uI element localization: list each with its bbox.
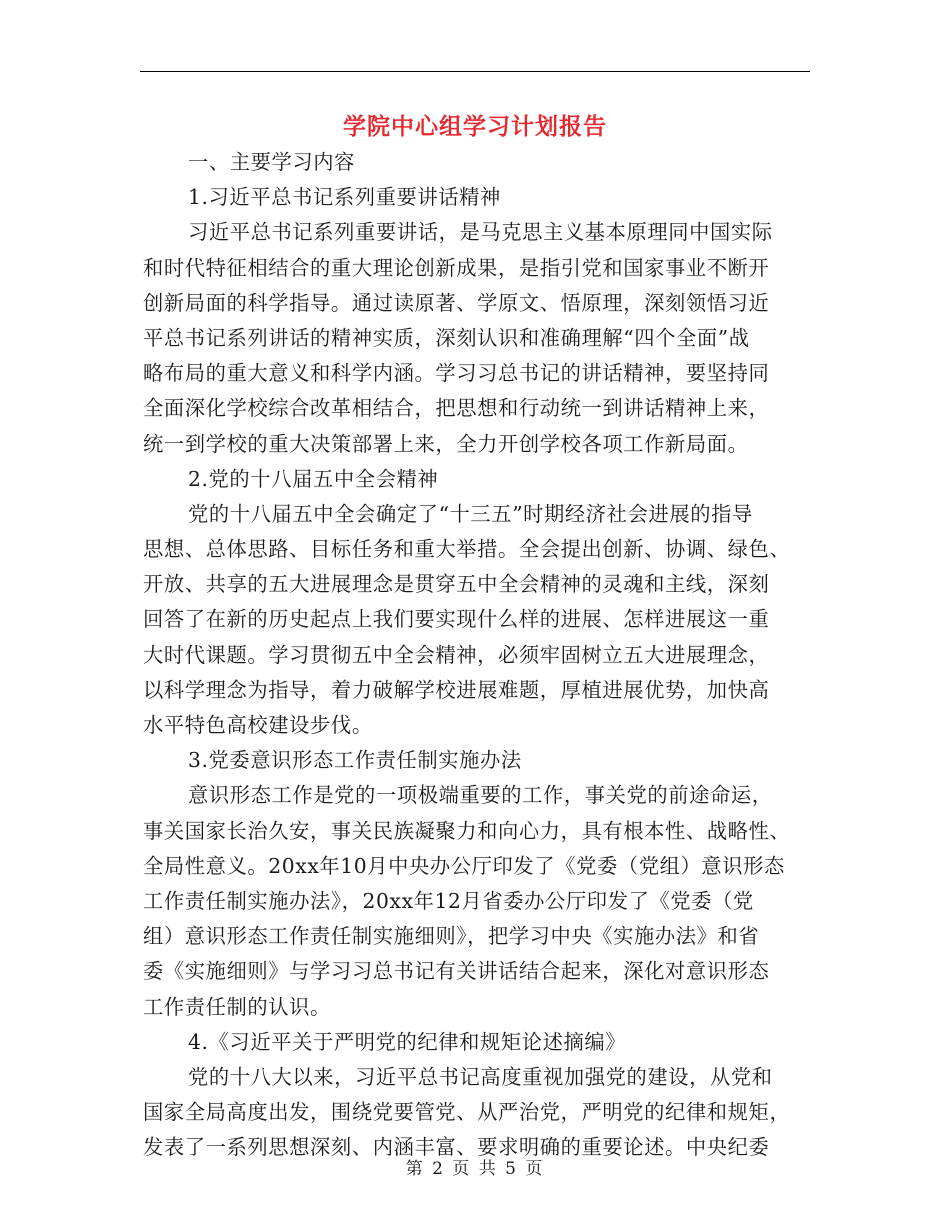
text-line: 平总书记系列讲话的精神实质，深刻认识和准确理解“四个全面”战 — [143, 325, 750, 350]
text-line: 统一到学校的重大决策部署上来，全力开创学校各项工作新局面。 — [143, 431, 749, 456]
text-line: 工作责任制的认识。 — [143, 994, 331, 1019]
text-line: 发表了一系列思想深刻、内涵丰富、要求明确的重要论述。中央纪委 — [143, 1135, 770, 1160]
text-line: 和时代特征相结合的重大理论创新成果，是指引党和国家事业不断开 — [143, 255, 770, 280]
text-line: 略布局的重大意义和科学内涵。学习习总书记的讲话精神，要坚持同 — [143, 361, 770, 386]
text-line: 3.党委意识形态工作责任制实施办法 — [188, 748, 522, 773]
text-line: 2.党的十八届五中全会精神 — [188, 466, 439, 491]
document-title: 学院中心组学习计划报告 — [343, 113, 607, 140]
document-body — [143, 145, 813, 1165]
text-line: 回答了在新的历史起点上我们要实现什么样的进展、怎样进展这一重 — [143, 607, 770, 632]
text-line: 4.《习近平关于严明党的纪律和规矩论述摘编》 — [188, 1029, 627, 1054]
text-line: 以科学理念为指导，着力破解学校进展难题，厚植进展优势，加快高 — [143, 677, 770, 702]
text-line: 委《实施细则》与学习习总书记有关讲话结合起来，深化对意识形态 — [143, 959, 770, 984]
text-line: 党的十八大以来，习近平总书记高度重视加强党的建设，从党和 — [188, 1064, 773, 1089]
text-line: 事关国家长治久安，事关民族凝聚力和向心力，具有根本性、战略性、 — [143, 818, 791, 843]
text-line: 一、主要学习内容 — [188, 150, 356, 174]
text-line: 党的十八届五中全会确定了“十三五”时期经济社会进展的指导 — [188, 501, 753, 526]
text-line: 工作责任制实施办法》，20xx年12月省委办公厅印发了《党委（党 — [143, 888, 754, 913]
header-rule — [140, 71, 810, 72]
page-footer: 第 2 页 共 5 页 — [405, 1159, 545, 1179]
text-line: 水平特色高校建设步伐。 — [143, 713, 373, 737]
text-line: 习近平总书记系列重要讲话，是马克思主义基本原理同中国实际 — [188, 220, 773, 245]
text-line: 1.习近平总书记系列重要讲话精神 — [188, 185, 501, 210]
text-line: 全面深化学校综合改革相结合，把思想和行动统一到讲话精神上来， — [143, 396, 770, 421]
text-line: 创新局面的科学指导。通过读原著、学原文、悟原理，深刻领悟习近 — [143, 290, 770, 315]
text-line: 国家全局高度出发，围绕党要管党、从严治党，严明党的纪律和规矩， — [143, 1100, 791, 1125]
text-line: 组）意识形态工作责任制实施细则》，把学习中央《实施办法》和省 — [143, 924, 760, 949]
text-line: 全局性意义。20xx年10月中央办公厅印发了《党委（党组）意识形态 — [143, 853, 785, 878]
text-line: 开放、共享的五大进展理念是贯穿五中全会精神的灵魂和主线，深刻 — [143, 572, 770, 597]
text-line: 意识形态工作是党的一项极端重要的工作，事关党的前途命运， — [188, 783, 773, 808]
text-line: 大时代课题。学习贯彻五中全会精神，必须牢固树立五大进展理念， — [143, 642, 770, 667]
text-line: 思想、总体思路、目标任务和重大举措。全会提出创新、协调、绿色、 — [143, 537, 791, 562]
